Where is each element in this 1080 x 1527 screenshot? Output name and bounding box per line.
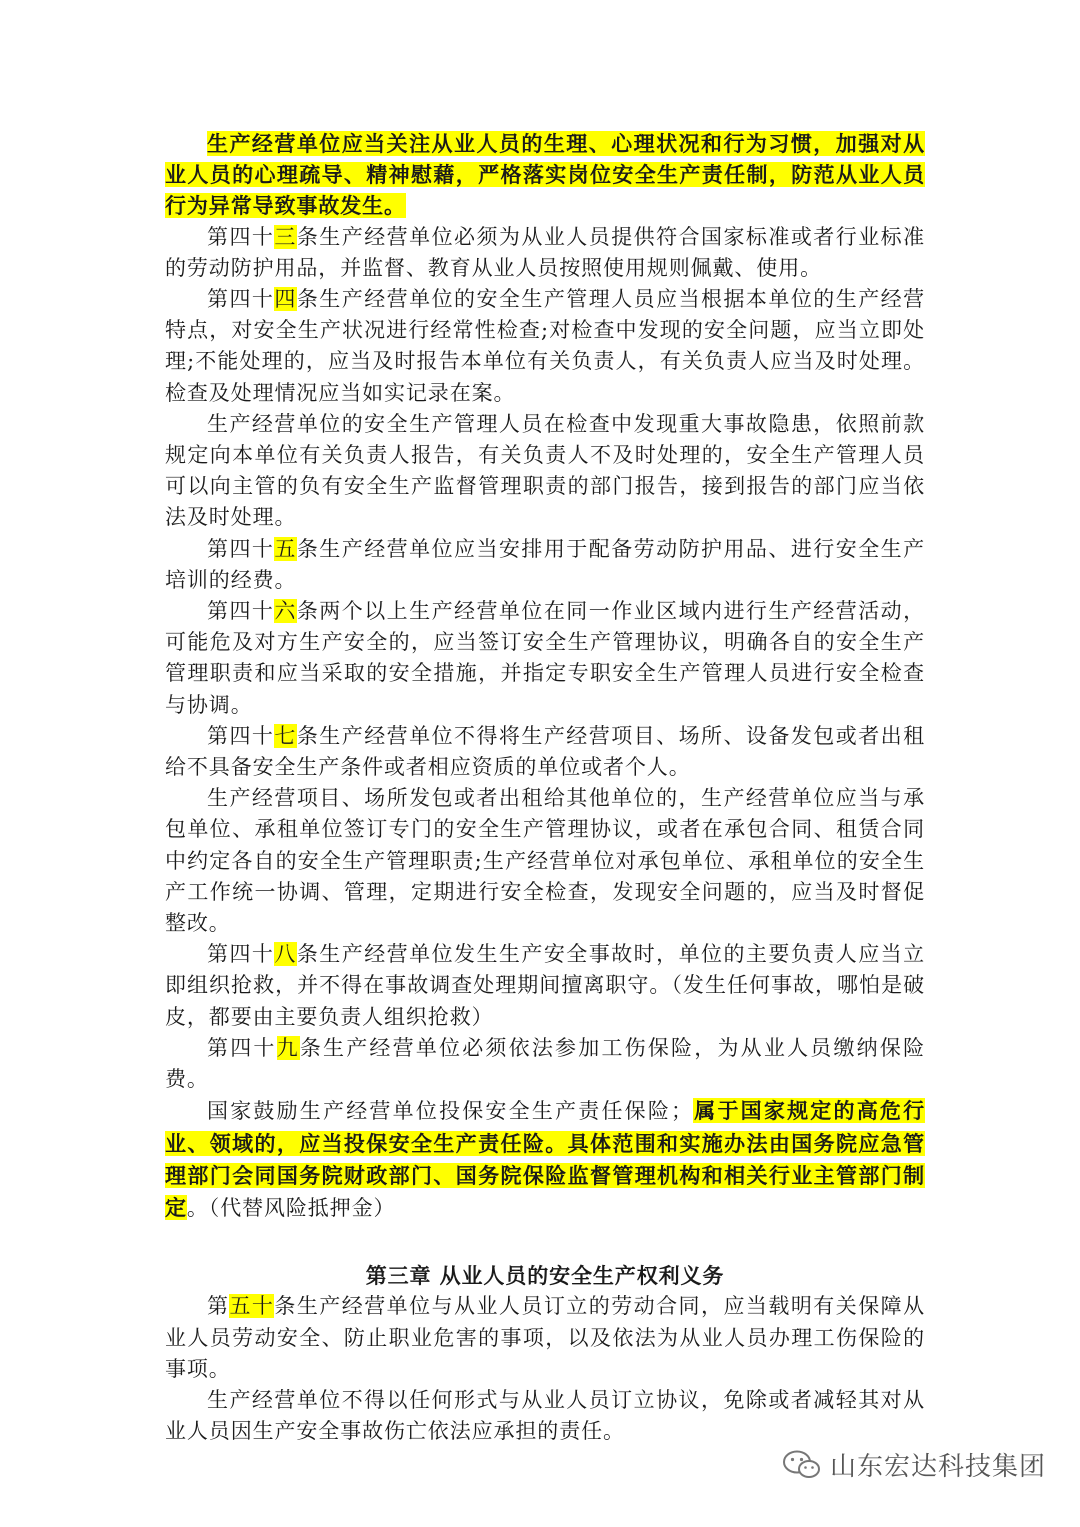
chapter-title: 第三章 从业人员的安全生产权利义务: [365, 1263, 725, 1289]
article-50: [165, 1291, 925, 1385]
plain-text: 。（代替风险抵押金）: [186, 1195, 396, 1220]
article-number: 九: [276, 1035, 300, 1060]
article-50-paragraph-2: 生产经营单位不得以任何形式与从业人员订立协议，免除或者减轻其对从业人员因生产安全事故伤亡依法应承担的责任。: [165, 1387, 925, 1444]
article-prefix: 第四十: [207, 536, 275, 561]
article-46: [165, 596, 925, 721]
article-text: 条生产经营单位的安全生产管理人员应当根据本单位的生产经营特点，对安全生产状况进行经常性检查;对检查中发现的安全问题，应当立即处理;不能处理的，应当及时报告本单位有关负责人，有关负责人应当及时处理。检查及处理情况应当如实记录在案。: [165, 287, 926, 405]
article-number: 四: [274, 287, 297, 312]
article-49-paragraph-2: [165, 1095, 925, 1224]
article-number: 八: [274, 942, 297, 967]
article-number: 六: [274, 599, 297, 624]
paragraph-attention: [165, 128, 925, 222]
plain-text: 国家鼓励生产经营单位投保安全生产责任保险；: [207, 1099, 693, 1124]
article-text: 条生产经营单位不得将生产经营项目、场所、设备发包或者出租给不具备安全生产条件或者相应资质的单位或者个人。: [165, 723, 926, 780]
article-prefix: 第四十: [207, 224, 275, 249]
article-prefix: 第四十: [207, 599, 275, 624]
document-page: [165, 128, 925, 1447]
article-prefix: 第: [207, 1294, 230, 1319]
article-44: [165, 284, 925, 409]
article-prefix: 第四十: [207, 942, 275, 967]
article-text: 条生产经营单位与从业人员订立的劳动合同，应当载明有关保障从业人员劳动安全、防止职业危害的事项，以及依法为从业人员办理工伤保险的事项。: [165, 1294, 925, 1381]
article-text: 条生产经营单位发生生产安全事故时，单位的主要负责人应当立即组织抢救，并不得在事故调查处理期间擅离职守。（发生任何事故，哪怕是破皮，都要由主要负责人组织抢救）: [165, 942, 926, 1029]
article-48: [165, 939, 925, 1033]
watermark: [782, 1446, 1046, 1483]
wechat-icon: [782, 1449, 822, 1481]
article-43: [165, 222, 925, 284]
highlighted-text: 生产经营单位应当关注从业人员的生理、心理状况和行为习惯，加强对从业人员的心理疏导、精神慰藉，严格落实岗位安全生产责任制，防范从业人员行为异常导致事故发生。: [165, 131, 925, 219]
article-text: 条生产经营单位应当安排用于配备劳动防护用品、进行安全生产培训的经费。: [165, 536, 926, 592]
watermark-text: 山东宏达科技集团: [829, 1452, 1046, 1482]
article-prefix: 第四十: [207, 723, 275, 748]
article-text: 条生产经营单位必须为从业人员提供符合国家标准或者行业标准的劳动防护用品，并监督、教育从业人员按照使用规则佩戴、使用。: [165, 224, 926, 280]
article-text: 条生产经营单位必须依法参加工伤保险，为从业人员缴纳保险费。: [165, 1035, 925, 1092]
article-text: 条两个以上生产经营单位在同一作业区域内进行生产经营活动，可能危及对方生产安全的，应当签订安全生产管理协议，明确各自的安全生产管理职责和应当采取的安全措施，并指定专职安全生产管理人员进行安全检查与协调。: [165, 599, 926, 717]
article-47-paragraph-2: 生产经营项目、场所发包或者出租给其他单位的，生产经营单位应当与承包单位、承租单位签订专门的安全生产管理协议，或者在承包合同、租赁合同中约定各自的安全生产管理职责;生产经营单位对承包单位、承租单位的安全生产工作统一协调、管理，定期进行安全检查，发现安全问题的，应当及时督促整改。: [165, 786, 925, 936]
highlighted-text: 属于国家规定的高危行业、领域的，应当投保安全生产责任险。具体范围和实施办法由国务院应急管理部门会同国务院财政部门、国务院保险监督管理机构和相关行业主管部门制定: [165, 1098, 925, 1220]
article-prefix: 第四十: [207, 287, 275, 312]
article-number: 五: [274, 536, 297, 561]
article-45: [165, 534, 925, 596]
article-prefix: 第四十: [207, 1035, 277, 1060]
article-47: [165, 721, 925, 783]
article-number: 三: [274, 224, 297, 249]
article-number: 五十: [229, 1294, 275, 1319]
article-49: [165, 1033, 925, 1095]
article-44-paragraph-2: 生产经营单位的安全生产管理人员在检查中发现重大事故隐患，依照前款规定向本单位有关负责人报告，有关负责人不及时处理的，安全生产管理人员可以向主管的负有安全生产监督管理职责的部门报告，接到报告的部门应当依法及时处理。: [165, 411, 925, 530]
article-number: 七: [274, 723, 297, 748]
